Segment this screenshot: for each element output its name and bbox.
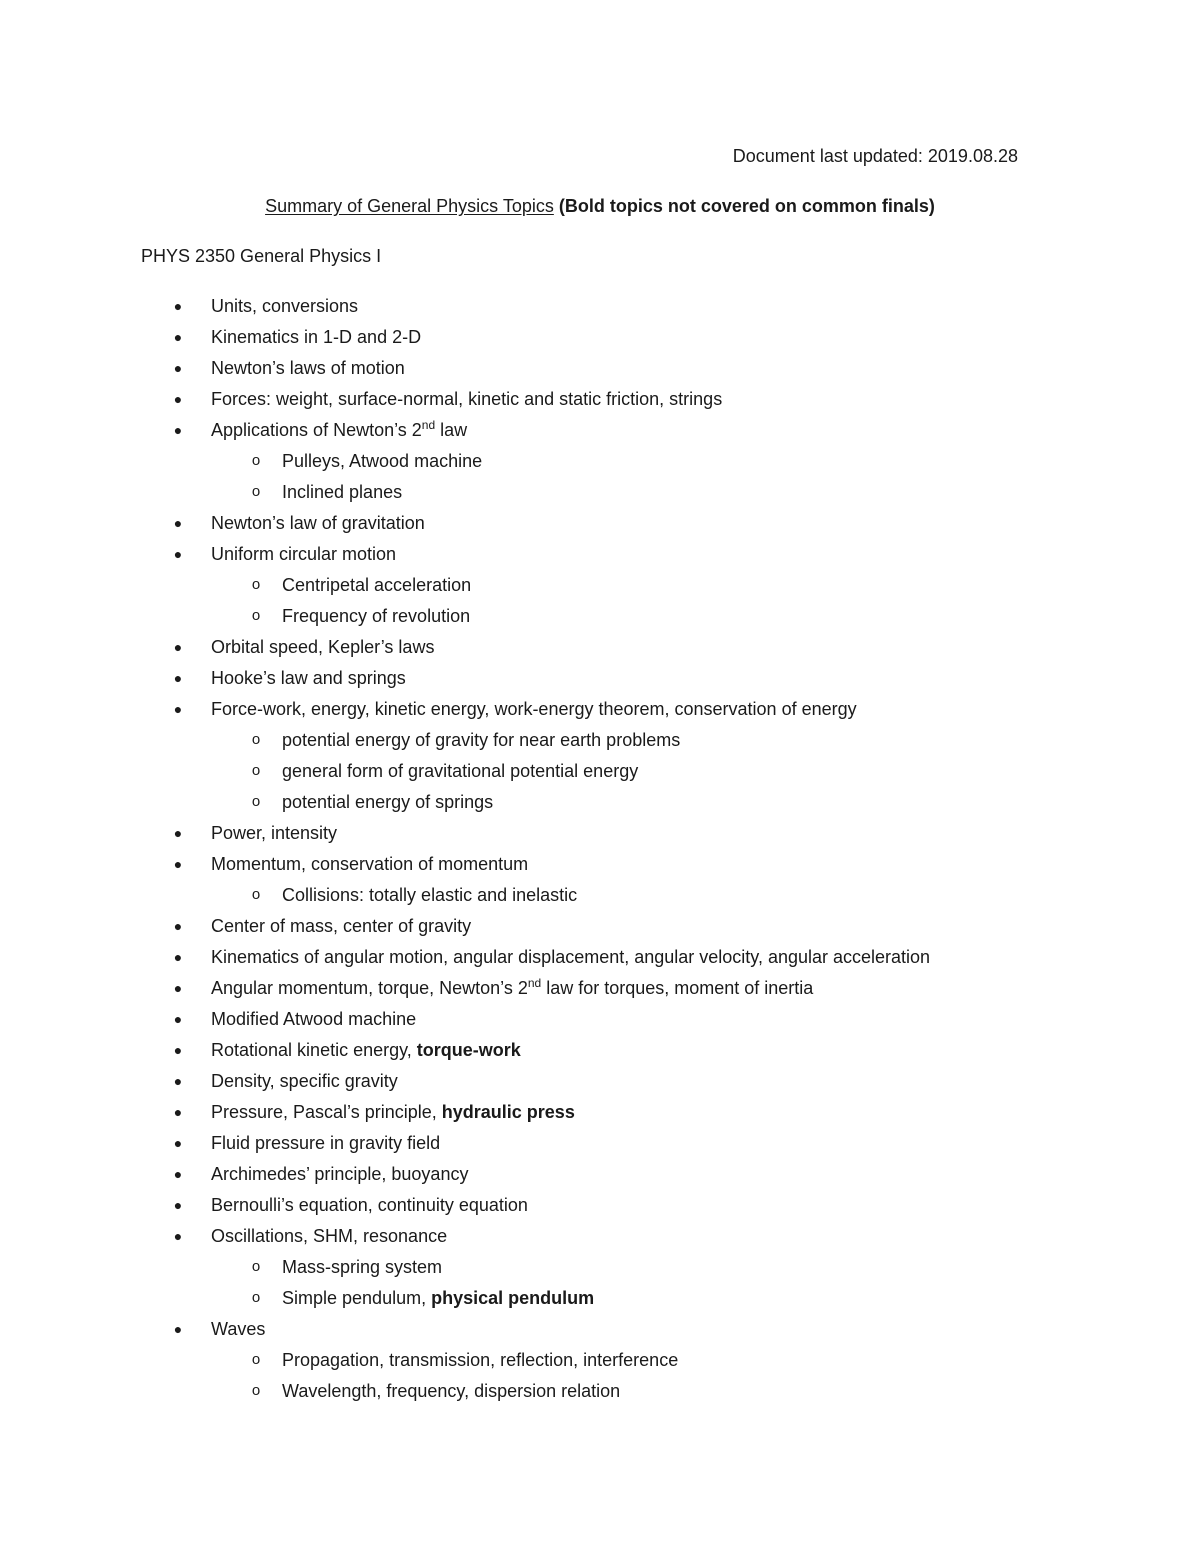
text-run: Applications of Newton’s 2	[211, 420, 422, 440]
bullet-marker: ●	[173, 670, 183, 686]
list-item-text	[211, 1038, 521, 1062]
sub-list-item	[0, 790, 1200, 821]
bullet-marker: ●	[173, 422, 183, 438]
list-item	[0, 945, 1200, 976]
list-item-text	[282, 1379, 620, 1403]
list-item-text	[282, 790, 493, 814]
sub-list-item	[0, 1286, 1200, 1317]
list-item-text	[282, 604, 470, 628]
text-run: Modified Atwood machine	[211, 1009, 417, 1029]
sub-bullet-marker: o	[251, 1258, 261, 1275]
bold-topic: hydraulic press	[441, 1102, 575, 1122]
sub-bullet-marker: o	[251, 886, 261, 903]
list-item	[0, 821, 1200, 852]
list-item-text	[211, 821, 337, 845]
sub-list-item	[0, 759, 1200, 790]
text-run: Wavelength, frequency, dispersion relation	[282, 1381, 621, 1401]
list-item-text	[211, 1069, 398, 1093]
text-run: Fluid pressure in gravity field	[211, 1133, 441, 1153]
list-item-text	[211, 945, 930, 969]
sub-list-item	[0, 728, 1200, 759]
list-item-text	[282, 480, 402, 504]
bullet-marker: ●	[173, 1321, 183, 1337]
list-item-text	[211, 325, 421, 349]
bullet-marker: ●	[173, 1104, 183, 1120]
sub-bullet-marker: o	[251, 576, 261, 593]
text-run: Waves	[211, 1319, 266, 1339]
text-run: general form of gravitational potential energy	[282, 761, 639, 781]
list-item	[0, 1224, 1200, 1255]
list-item	[0, 418, 1200, 449]
list-item	[0, 1069, 1200, 1100]
list-item-text	[211, 666, 406, 690]
list-item	[0, 1131, 1200, 1162]
bullet-marker: ●	[173, 329, 183, 345]
text-run: Center of mass, center of gravity	[211, 916, 472, 936]
bullet-marker: ●	[173, 1073, 183, 1089]
text-run: Centripetal acceleration	[282, 575, 472, 595]
text-run: Archimedes’ principle, buoyancy	[211, 1164, 469, 1184]
list-item-text	[282, 728, 680, 752]
text-run: law for torques, moment of inertia	[541, 978, 814, 998]
sub-bullet-marker: o	[251, 1382, 261, 1399]
bullet-marker: ●	[173, 1135, 183, 1151]
topic-list	[0, 294, 1200, 1410]
text-run: Pulleys, Atwood machine	[282, 451, 483, 471]
document-title	[0, 194, 1200, 218]
list-item	[0, 1193, 1200, 1224]
list-item	[0, 666, 1200, 697]
bullet-marker: ●	[173, 360, 183, 376]
list-item-text	[211, 914, 471, 938]
list-item	[0, 387, 1200, 418]
list-item	[0, 1317, 1200, 1348]
last-updated-line: Document last updated: 2019.08.28	[732, 146, 1018, 166]
text-run: Hooke’s law and springs	[211, 668, 406, 688]
sub-bullet-marker: o	[251, 483, 261, 500]
list-item	[0, 511, 1200, 542]
text-run: Momentum, conservation of momentum	[211, 854, 529, 874]
bold-topic: physical pendulum	[431, 1288, 595, 1308]
list-item	[0, 1038, 1200, 1069]
list-item-text	[211, 1162, 468, 1186]
text-run: law	[435, 420, 468, 440]
text-run: Power, intensity	[211, 823, 338, 843]
bullet-marker: ●	[173, 1166, 183, 1182]
list-item-text	[282, 883, 577, 907]
sub-list-item	[0, 449, 1200, 480]
list-item-text	[211, 511, 425, 535]
sub-bullet-marker: o	[251, 731, 261, 748]
sub-bullet-marker: o	[251, 1351, 261, 1368]
list-item-text	[211, 418, 467, 442]
list-item	[0, 1162, 1200, 1193]
text-run: Kinematics in 1-D and 2-D	[211, 327, 422, 347]
text-run: Uniform circular motion	[211, 544, 397, 564]
list-item-text	[211, 294, 358, 318]
sub-list-item	[0, 573, 1200, 604]
text-run: Inclined planes	[282, 482, 403, 502]
text-run: Newton’s laws of motion	[211, 358, 405, 378]
bullet-marker: ●	[173, 1011, 183, 1027]
list-item-text	[211, 1193, 528, 1217]
superscript: nd	[421, 418, 436, 432]
superscript: nd	[527, 976, 542, 990]
text-run: Propagation, transmission, reflection, interference	[282, 1350, 679, 1370]
text-run: Collisions: totally elastic and inelastic	[282, 885, 578, 905]
text-run: potential energy of springs	[282, 792, 494, 812]
title-underlined: Summary of General Physics Topics	[265, 196, 554, 216]
sub-list-item	[0, 1255, 1200, 1286]
list-item	[0, 1100, 1200, 1131]
bullet-marker: ●	[173, 701, 183, 717]
list-item-text	[211, 852, 528, 876]
bullet-marker: ●	[173, 856, 183, 872]
sub-list-item	[0, 480, 1200, 511]
bullet-marker: ●	[173, 918, 183, 934]
list-item	[0, 697, 1200, 728]
list-item	[0, 1007, 1200, 1038]
list-item-text	[211, 635, 434, 659]
sub-bullet-marker: o	[251, 793, 261, 810]
list-item-text	[211, 387, 722, 411]
list-item	[0, 325, 1200, 356]
text-run: Kinematics of angular motion, angular displacement, angular velocity, angular acceleration	[211, 947, 931, 967]
text-run: Mass-spring system	[282, 1257, 443, 1277]
bullet-marker: ●	[173, 639, 183, 655]
text-run: Force-work, energy, kinetic energy, work-energy theorem, conservation of energy	[211, 699, 857, 719]
bullet-marker: ●	[173, 1228, 183, 1244]
list-item-text	[211, 1131, 440, 1155]
sub-bullet-marker: o	[251, 1289, 261, 1306]
list-item-text	[211, 976, 813, 1000]
list-item-text	[211, 356, 405, 380]
bullet-marker: ●	[173, 1042, 183, 1058]
sub-list-item	[0, 883, 1200, 914]
sub-list-item	[0, 1348, 1200, 1379]
sub-bullet-marker: o	[251, 607, 261, 624]
list-item-text	[282, 759, 638, 783]
text-run: Forces: weight, surface-normal, kinetic and static friction, strings	[211, 389, 723, 409]
text-run: Simple pendulum,	[282, 1288, 432, 1308]
list-item-text	[211, 1007, 416, 1031]
bullet-marker: ●	[173, 1197, 183, 1213]
list-item-text	[282, 1286, 594, 1310]
text-run: Oscillations, SHM, resonance	[211, 1226, 448, 1246]
bullet-marker: ●	[173, 949, 183, 965]
bullet-marker: ●	[173, 546, 183, 562]
text-run: Pressure, Pascal’s principle,	[211, 1102, 442, 1122]
list-item	[0, 635, 1200, 666]
bullet-marker: ●	[173, 391, 183, 407]
list-item-text	[282, 1348, 678, 1372]
list-item	[0, 852, 1200, 883]
list-item	[0, 294, 1200, 325]
list-item-text	[282, 573, 471, 597]
text-run: Angular momentum, torque, Newton’s 2	[211, 978, 528, 998]
list-item-text	[211, 1100, 575, 1124]
bullet-marker: ●	[173, 298, 183, 314]
bullet-marker: ●	[173, 980, 183, 996]
text-run: Orbital speed, Kepler’s laws	[211, 637, 435, 657]
list-item	[0, 976, 1200, 1007]
bold-topic: torque-work	[416, 1040, 521, 1060]
list-item-text	[282, 449, 482, 473]
text-run: potential energy of gravity for near earth problems	[282, 730, 681, 750]
list-item-text	[211, 697, 857, 721]
title-note: (Bold topics not covered on common finals)	[558, 196, 935, 216]
text-run: Bernoulli’s equation, continuity equation	[211, 1195, 528, 1215]
list-item-text	[282, 1255, 442, 1279]
list-item-text	[211, 542, 396, 566]
text-run: Rotational kinetic energy,	[211, 1040, 417, 1060]
list-item	[0, 356, 1200, 387]
course-heading: PHYS 2350 General Physics I	[141, 246, 382, 266]
list-item-text	[211, 1317, 265, 1341]
bullet-marker: ●	[173, 825, 183, 841]
text-run: Frequency of revolution	[282, 606, 471, 626]
list-item-text	[211, 1224, 447, 1248]
list-item	[0, 542, 1200, 573]
sub-list-item	[0, 1379, 1200, 1410]
text-run: Units, conversions	[211, 296, 359, 316]
bullet-marker: ●	[173, 515, 183, 531]
list-item	[0, 914, 1200, 945]
text-run: Density, specific gravity	[211, 1071, 398, 1091]
text-run: Newton’s law of gravitation	[211, 513, 425, 533]
sub-bullet-marker: o	[251, 452, 261, 469]
sub-bullet-marker: o	[251, 762, 261, 779]
sub-list-item	[0, 604, 1200, 635]
